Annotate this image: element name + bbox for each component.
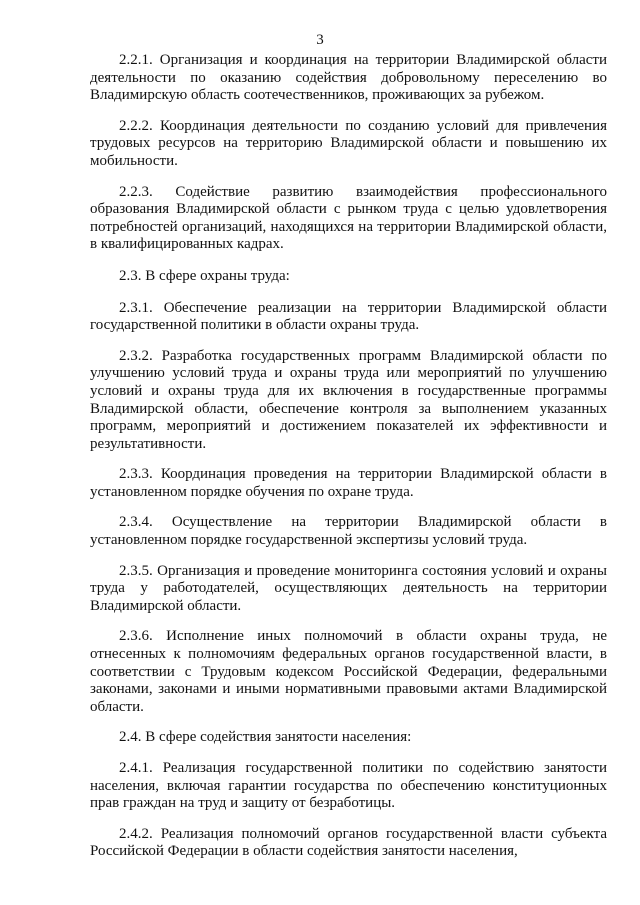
paragraph-2-3-1: 2.3.1. Обеспечение реализации на территории Владимирской области государственной политики в области охраны труда. xyxy=(90,299,607,334)
document-body xyxy=(90,52,607,861)
paragraph-2-4-2: 2.4.2. Реализация полномочий органов государственной власти субъекта Российской Федерации в области содействия занятости населения, xyxy=(90,825,607,860)
paragraph-2-3-3: 2.3.3. Координация проведения на территории Владимирской области в установленном порядке обучения по охране труда. xyxy=(90,466,607,500)
paragraph-2-3-5: 2.3.5. Организация и проведение мониторинга состояния условий и охраны труда у работодателей, осуществляющих деятельность на территории Владимирской области. xyxy=(90,562,607,614)
paragraph-2-2-3: 2.2.3. Содействие развитию взаимодействия профессионального образования Владимирской области с рынком труда с целью удовлетворения потребностей организаций, находящихся на территории Владимирской области, в квалифицированных кадрах. xyxy=(90,183,607,253)
section-heading-2-3: 2.3. В сфере охраны труда: xyxy=(119,267,290,284)
paragraph-2-3-4: 2.3.4. Осуществление на территории Владимирской области в установленном порядке государственной экспертизы условий труда. xyxy=(90,514,607,549)
paragraph-2-4-1: 2.4.1. Реализация государственной политики по содействию занятости населения, включая гарантии государства по обеспечению конституционных прав граждан на труд и защиту от безработицы. xyxy=(90,760,607,812)
paragraph-2-3-2: 2.3.2. Разработка государственных программ Владимирской области по улучшению условий труда и охраны труда или мероприятий по улучшению условий и охраны труда для их включения в государственные программы Владимирской области, обеспечение контроля за выполнением указанных программ, мероприятий и достижением показателей их эффективности и результативности. xyxy=(90,347,607,452)
page-number: 3 xyxy=(316,32,324,48)
section-heading-2-4: 2.4. В сфере содействия занятости населения: xyxy=(119,729,412,746)
paragraph-2-2-1: 2.2.1. Организация и координация на территории Владимирской области деятельности по оказанию содействия добровольному переселению во Владимирскую область соотечественников, проживающих за рубежом. xyxy=(90,52,607,104)
paragraph-2-3-6: 2.3.6. Исполнение иных полномочий в области охраны труда, не отнесенных к полномочиям федеральных органов государственной власти, в соответствии с Трудовым кодексом Российской Федерации, федеральными законами, законами и иными нормативными правовыми актами Владимирской области. xyxy=(90,628,607,715)
paragraph-2-2-2: 2.2.2. Координация деятельности по созданию условий для привлечения трудовых ресурсов на территорию Владимирской области и повышению их мобильности. xyxy=(90,117,607,169)
